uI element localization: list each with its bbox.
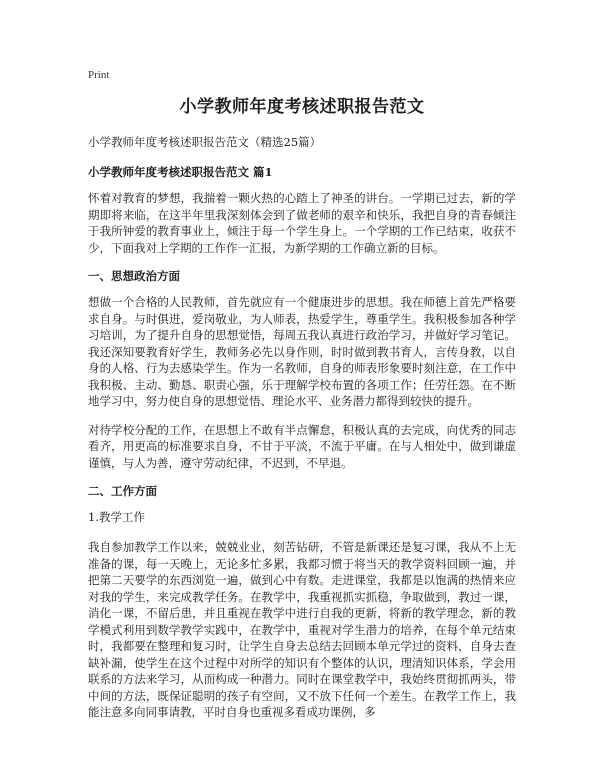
document-page [88,68,516,731]
intro-paragraph: 怀着对教育的梦想，我揣着一颗火热的心踏上了神圣的讲台。一学期已过去，新的学期即将来临，在这半年里我深刻体会到了做老师的艰辛和快乐，我把自身的青春倾注于我所钟爱的教育事业上，倾注于每一个学生身上。一个学期的工作已结束，收获不少，下面我对上学期的工作作一汇报，为新学期的工作确立新的目标。 [88,191,516,255]
section-heading-politics: 一、思想政治方面 [88,269,180,283]
article-heading: 小学教师年度考核述职报告范文 篇1 [88,165,273,179]
teaching-paragraph-1: 我自参加教学工作以来，兢兢业业，刻苦钻研，不管是新课还是复习课，我从不上无准备的课，每一天晚上，无论多忙多累，我都习惯于将当天的教学资料回顾一遍，并把第二天要学的东西浏览一遍，做到心中有数。走进课堂，我都是以饱满的热情来应对我的学生，来完成教学任务。在教学中，我重视抓实抓稳，争取做到，教过一课，消化一课，不留后患，并且重视在教学中进行自我的更新，将新的教学理念，新的教学模式利用到数学教学实践中，在教学中，重视对学生潜力的培养，在每个单元结束时，我都要在整理和复习时，让学生自身去总结去回顾本单元学过的资料，自身去查缺补漏，使学生在这个过程中对所学的知识有个整体的认识，理清知识体系，学会用联系的方法来学习，从而构成一种潜力。同时在课堂教学中，我始终贯彻抓两头，带中间的方法，既保证聪明的孩子有空间，又不放下任何一个差生。在教学工作上，我能注意多向同事请教，平时自身也重视多看成功课例，多 [88,540,516,719]
section-heading-work: 二、工作方面 [88,484,157,498]
sub-heading-teaching: 1.教学工作 [88,510,145,524]
document-subtitle: 小学教师年度考核述职报告范文（精选25篇） [88,135,322,149]
page-title: 小学教师年度考核述职报告范文 [179,97,425,117]
print-label[interactable]: Print [88,69,110,81]
politics-paragraph-2: 对待学校分配的工作，在思想上不敢有半点懈怠，积极认真的去完成，向优秀的同志看齐，用更高的标准要求自身，不甘于平淡，不流于平庸。在与人相处中，做到谦虚谨慎，与人为善，遵守劳动纪律，不迟到，不早退。 [88,422,516,470]
politics-paragraph-1: 想做一个合格的人民教师，首先就应有一个健康进步的思想。我在师德上首先严格要求自身。与时俱进，爱岗敬业，为人师表，热爱学生，尊重学生。我积极参加各种学习培训，为了提升自身的思想觉悟，每周五我认真进行政治学习，并做好学习笔记。我还深知要教育好学生，教师务必先以身作则，时时做到教书育人，言传身教，以自身的人格、行为去感染学生。作为一名教师，自身的师表形象要时刻注意，在工作中我积极、主动、勤恳、职责心强，乐于理解学校布置的各项工作；任劳任怨。在不断地学习中，努力使自身的思想觉悟、理论水平、业务潜力都得到较快的提升。 [88,295,516,408]
